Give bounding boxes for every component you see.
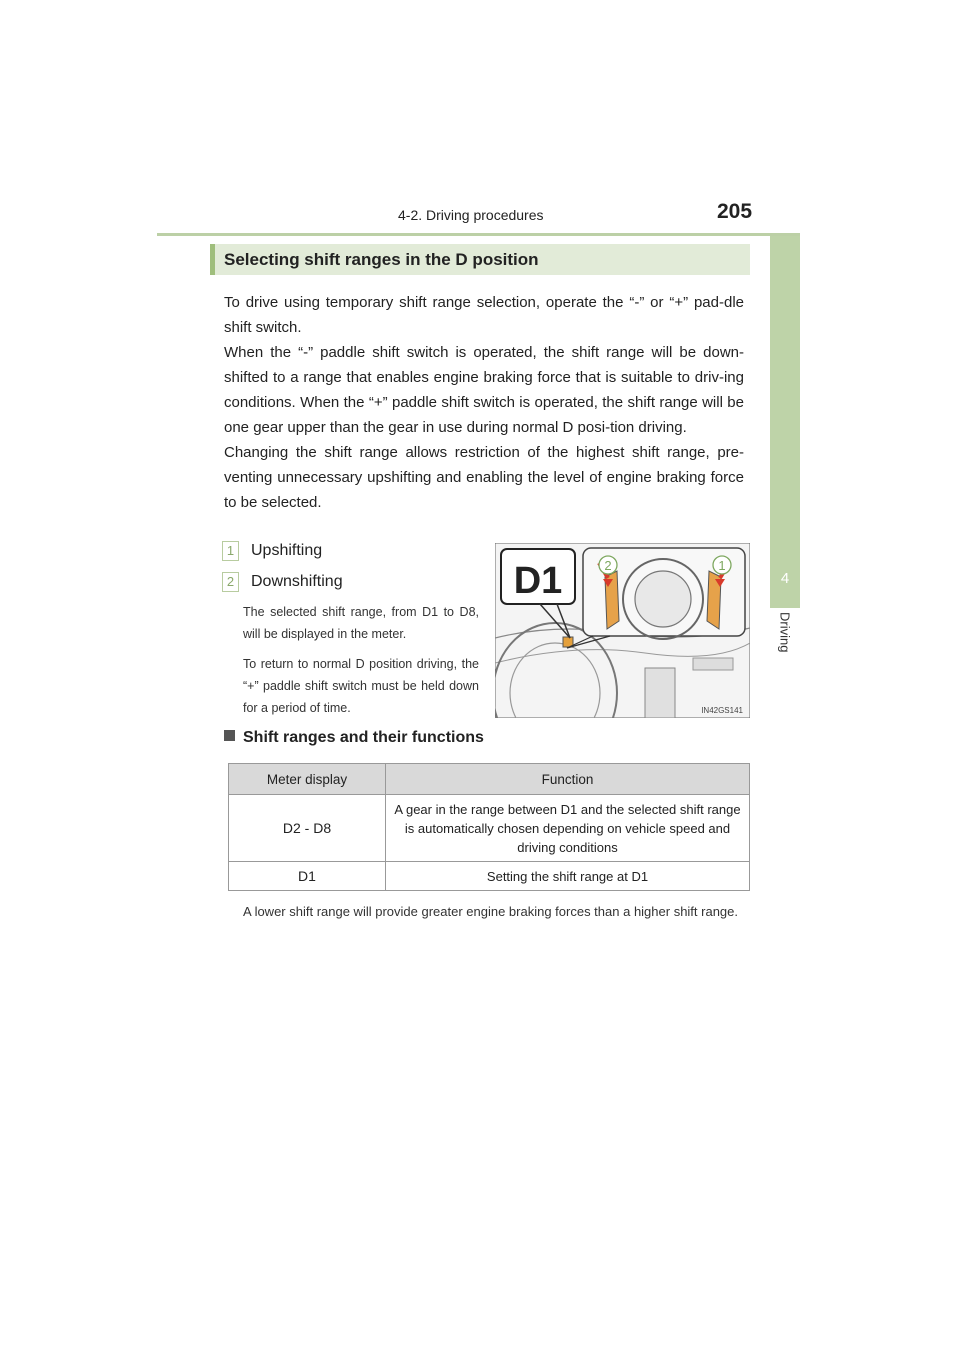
note: To return to normal D position driving, the “+” paddle shift switch must be held down for a period of time. — [243, 657, 479, 715]
callout-1: 1 — [718, 558, 726, 573]
section-header: 4-2. Driving procedures — [398, 207, 544, 223]
page-number: 205 — [717, 200, 753, 223]
table-cell: Setting the shift range at D1 — [386, 862, 750, 891]
paragraph: To drive using temporary shift range selection, operate the “-” or “+” pad-dle shift switch. — [224, 294, 744, 336]
paddle-shift-illustration — [495, 543, 750, 718]
square-bullet-icon — [224, 730, 235, 741]
chapter-tab-label: Driving — [777, 612, 793, 653]
table-header-row — [229, 764, 750, 795]
table-cell: A gear in the range between D1 and the selected shift range is automatically chosen depending on vehicle speed and driving conditions — [386, 795, 750, 862]
body-text — [224, 290, 744, 515]
callout-2: 2 — [604, 558, 612, 573]
section-title: Selecting shift ranges in the D position — [210, 244, 750, 275]
list-item-downshifting — [222, 572, 343, 592]
chapter-tab-number: 4 — [780, 570, 790, 587]
item-number-badge: 2 — [222, 572, 239, 592]
meter-display-text: D1 — [513, 560, 563, 602]
header-rule — [157, 233, 800, 236]
chapter-tab — [770, 236, 800, 608]
shift-ranges-table — [228, 763, 750, 891]
table-cell: D2 - D8 — [229, 795, 386, 862]
item-number-badge: 1 — [222, 541, 239, 561]
footnote: A lower shift range will provide greater engine braking forces than a higher shift range. — [243, 904, 739, 919]
subheading-text: Shift ranges and their functions — [243, 729, 484, 746]
paragraph: Changing the shift range allows restriction of the highest shift range, pre-venting unnecessary upshifting and enabling the level of engine braking force to be selected. — [224, 444, 744, 511]
item-label: Downshifting — [251, 573, 343, 591]
table-cell: D1 — [229, 862, 386, 891]
list-item-upshifting — [222, 541, 322, 561]
section-title-bar — [210, 244, 215, 275]
table-header: Function — [386, 764, 750, 795]
item-label: Upshifting — [251, 542, 323, 560]
table-row — [229, 795, 750, 862]
figure-code: IN42GS141 — [701, 706, 743, 715]
paragraph: When the “-” paddle shift switch is operated, the shift range will be down-shifted to a range that enables engine braking force that is suitable to driv-ing conditions. When the “+” paddle shift switch is operated, the shift range will be one gear upper than the gear in use during normal D posi-tion driving. — [224, 344, 744, 436]
table-header: Meter display — [229, 764, 386, 795]
illustration-svg — [495, 543, 750, 718]
note: The selected shift range, from D1 to D8, will be displayed in the meter. — [243, 605, 479, 641]
subheading — [224, 729, 484, 747]
table-row — [229, 862, 750, 891]
